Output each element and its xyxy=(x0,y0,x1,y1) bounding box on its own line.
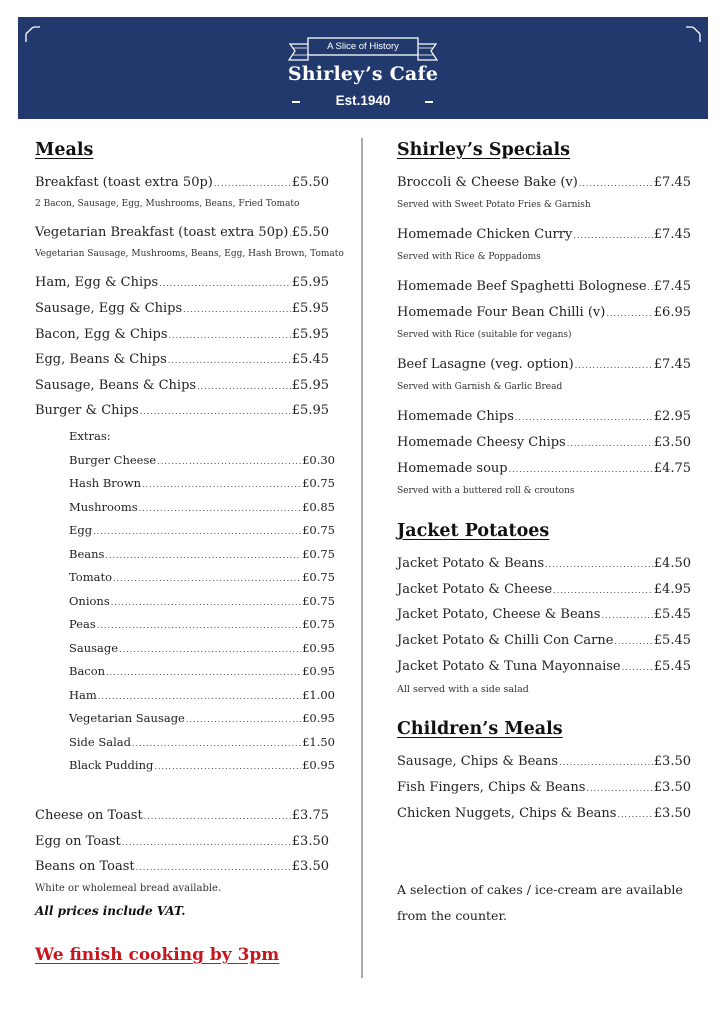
counter-note: A selection of cakes / ice-cream are available from the counter. xyxy=(397,882,683,923)
item-description: Served with Rice (suitable for vegans) xyxy=(397,330,572,340)
extra-item: Vegetarian Sausage ..... £0.95 xyxy=(69,710,335,728)
menu-item: Homemade Four Bean Chilli (v) ..... £6.95 xyxy=(397,304,691,322)
dash-ornament xyxy=(425,101,433,103)
menu-item: Sausage, Chips & Beans ..... £3.50 xyxy=(397,753,691,771)
menu-item: Jacket Potato & Cheese ..... £4.95 xyxy=(397,581,691,599)
extra-item: Mushrooms ..... £0.85 xyxy=(69,499,335,517)
menu-item: Homemade Chips ..... £2.95 xyxy=(397,408,691,426)
menu-item: Bacon, Egg & Chips ..... £5.95 xyxy=(35,326,329,344)
extra-item: Peas ..... £0.75 xyxy=(69,616,335,634)
section-title-jacket-potatoes: Jacket Potatoes xyxy=(397,521,550,541)
item-description: Served with Sweet Potato Fries & Garnish xyxy=(397,200,591,210)
jacket-note: All served with a side salad xyxy=(397,684,529,695)
extra-item: Burger Cheese ..... £0.30 xyxy=(69,452,335,470)
established-year: Est.1940 xyxy=(335,93,391,108)
bread-note: White or wholemeal bread available. xyxy=(35,883,222,894)
vat-note: All prices include VAT. xyxy=(35,904,186,918)
section-title-meals: Meals xyxy=(35,140,94,160)
section-title-childrens-meals: Children’s Meals xyxy=(397,719,563,739)
extra-item: Sausage ..... £0.95 xyxy=(69,640,335,658)
menu-item: Sausage, Beans & Chips ..... £5.95 xyxy=(35,377,329,395)
menu-item: Jacket Potato & Tuna Mayonnaise ..... £5.45 xyxy=(397,658,691,676)
menu-item: Jacket Potato, Cheese & Beans ..... £5.45 xyxy=(397,606,691,624)
menu-item: Burger & Chips ..... £5.95 xyxy=(35,402,329,420)
menu-item: Jacket Potato & Beans ..... £4.50 xyxy=(397,555,691,573)
scalloped-edge xyxy=(18,117,708,125)
menu-item: Breakfast (toast extra 50p) ..... £5.50 xyxy=(35,174,329,192)
menu-header xyxy=(18,17,708,119)
extra-item: Onions ..... £0.75 xyxy=(69,593,335,611)
column-divider xyxy=(361,138,363,978)
item-description: Served with Rice & Poppadoms xyxy=(397,252,541,262)
menu-item: Egg, Beans & Chips ..... £5.45 xyxy=(35,351,329,369)
menu-item: Homemade Cheesy Chips ..... £3.50 xyxy=(397,434,691,452)
menu-item: Homemade soup ..... £4.75 xyxy=(397,460,691,478)
item-description: Served with a buttered roll & croutons xyxy=(397,486,575,496)
extras-label: Extras: xyxy=(69,429,111,443)
menu-item: Homemade Chicken Curry ..... £7.45 xyxy=(397,226,691,244)
menu-item: Broccoli & Cheese Bake (v) ..... £7.45 xyxy=(397,174,691,192)
banner-tagline: A Slice of History xyxy=(327,41,399,52)
menu-item: Homemade Beef Spaghetti Bolognese ..... £7.45 xyxy=(397,278,691,296)
extra-item: Tomato ..... £0.75 xyxy=(69,569,335,587)
menu-item: Sausage, Egg & Chips ..... £5.95 xyxy=(35,300,329,318)
extra-item: Ham ..... £1.00 xyxy=(69,687,335,705)
extra-item: Beans ..... £0.75 xyxy=(69,546,335,564)
menu-item: Ham, Egg & Chips ..... £5.95 xyxy=(35,274,329,292)
corner-ornament-icon xyxy=(684,25,702,43)
menu-item: Beans on Toast ..... £3.50 xyxy=(35,858,329,876)
item-description: Vegetarian Sausage, Mushrooms, Beans, Egg, Hash Brown, Tomato xyxy=(35,249,344,259)
item-description: 2 Bacon, Sausage, Egg, Mushrooms, Beans, Fried Tomato xyxy=(35,199,300,209)
extra-item: Bacon ..... £0.95 xyxy=(69,663,335,681)
menu-item: Jacket Potato & Chilli Con Carne ..... £5.45 xyxy=(397,632,691,650)
corner-ornament-icon xyxy=(24,25,42,43)
menu-item: Chicken Nuggets, Chips & Beans ..... £3.50 xyxy=(397,805,691,823)
extra-item: Hash Brown ..... £0.75 xyxy=(69,475,335,493)
menu-item: Fish Fingers, Chips & Beans ..... £3.50 xyxy=(397,779,691,797)
extra-item: Black Pudding ..... £0.95 xyxy=(69,757,335,775)
menu-item: Cheese on Toast ..... £3.75 xyxy=(35,807,329,825)
cooking-time-notice: We finish cooking by 3pm xyxy=(35,945,280,965)
item-description: Served with Garnish & Garlic Bread xyxy=(397,382,563,392)
menu-item: Beef Lasagne (veg. option) ..... £7.45 xyxy=(397,356,691,374)
ribbon-banner xyxy=(284,36,442,66)
extra-item: Egg ..... £0.75 xyxy=(69,522,335,540)
menu-item: Egg on Toast ..... £3.50 xyxy=(35,833,329,851)
extra-item: Side Salad ..... £1.50 xyxy=(69,734,335,752)
section-title-specials: Shirley’s Specials xyxy=(397,140,571,160)
cafe-name: Shirley’s Cafe xyxy=(287,63,439,85)
menu-item: Vegetarian Breakfast (toast extra 50p) ..... £5.50 xyxy=(35,224,329,242)
